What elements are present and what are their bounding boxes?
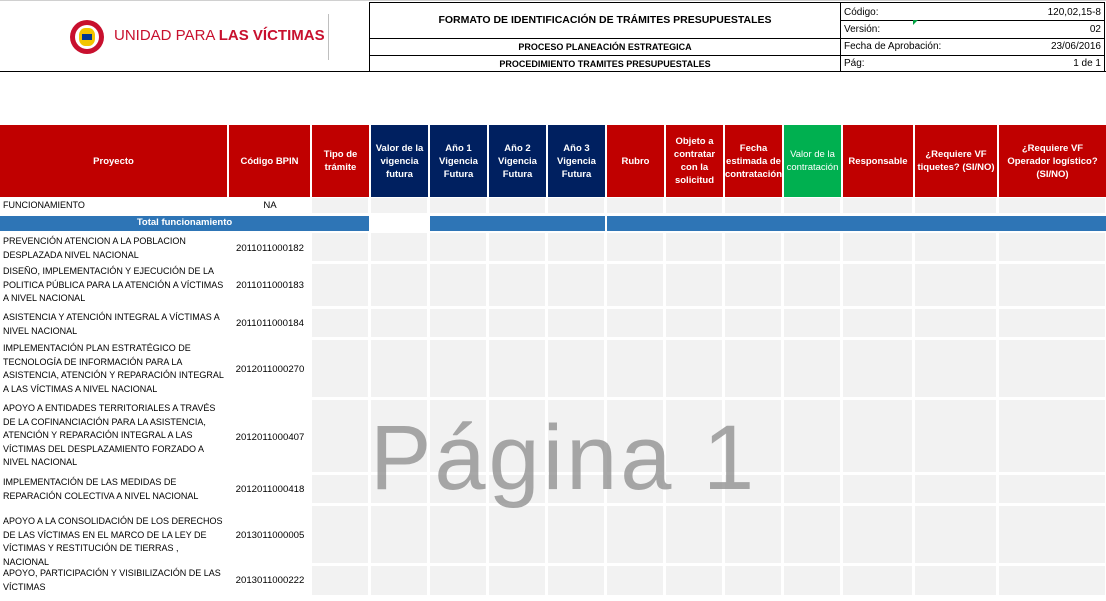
page-watermark: Página 1 — [370, 407, 758, 509]
meta-value-version: 02 — [1089, 24, 1101, 35]
project-name: PREVENCIÓN ATENCION A LA POBLACION DESPLAZADA NIVEL NACIONAL — [3, 236, 186, 260]
table-row-funcionamiento[interactable] — [0, 198, 1106, 214]
meta-value-approval-date: 23/06/2016 — [1050, 41, 1101, 52]
project-name: APOYO A LA CONSOLIDACIÓN DE LOS DERECHOS DE LAS VÍCTIMAS EN EL MARCO DE LA LEY DE VÍCTIMAS Y RESTITUCIÓN DE TIERRAS , NACIONAL — [3, 516, 223, 567]
total-funcionamiento-label: Total funcionamiento — [136, 217, 233, 228]
col-header-valor-vigencia[interactable]: Valor de la vigencia futura — [371, 125, 428, 197]
logo-text-bold: LAS VÍCTIMAS — [218, 27, 325, 44]
project-code: 2012011000418 — [235, 484, 305, 495]
col-header-proyecto[interactable]: Proyecto — [0, 125, 227, 197]
col-header-vf-operador[interactable]: ¿Requiere VF Operador logístico? (SI/NO) — [999, 125, 1106, 197]
col-header-objeto[interactable]: Objeto a contratar con la solicitud — [666, 125, 723, 197]
comment-marker-icon — [913, 20, 918, 25]
project-name: APOYO A ENTIDADES TERRITORIALES A TRAVÉS DE LA COFINANCIACIÓN PARA LA ASISTENCIA, ATENCIÓN Y REPARACIÓN INTEGRAL A LAS VÍCTIMAS DEL DESPLAZAMIENTO FORZADO A NIVEL NACIONAL — [3, 403, 216, 468]
process-name: PROCESO PLANEACIÓN ESTRATEGICA — [518, 42, 692, 52]
project-code: 2011011000183 — [236, 280, 304, 291]
project-name: ASISTENCIA Y ATENCIÓN INTEGRAL A VÍCTIMAS A NIVEL NACIONAL — [3, 312, 220, 336]
meta-label-page: Pág: — [844, 58, 865, 69]
total-band-right — [607, 216, 1106, 231]
col-header-responsable[interactable]: Responsable — [843, 125, 913, 197]
project-code: 2012011000407 — [235, 432, 305, 443]
project-name: IMPLEMENTACIÓN PLAN ESTRATÉGICO DE TECNOLOGÍA DE INFORMACIÓN PARA LA ASISTENCIA, ATENCIÓN Y REPARACIÓN INTEGRAL A LAS VÍCTIMAS A NIVEL NACIONAL — [3, 343, 224, 394]
col-header-ano1[interactable]: Año 1 Vigencia Futura — [430, 125, 487, 197]
col-header-rubro[interactable]: Rubro — [607, 125, 664, 197]
logo-text — [114, 27, 325, 44]
table-header — [0, 125, 1106, 197]
table-row[interactable] — [0, 309, 1106, 338]
project-code: 2013011000222 — [235, 575, 305, 586]
format-title: FORMATO DE IDENTIFICACIÓN DE TRÁMITES PRESUPUESTALES — [438, 14, 772, 26]
col-header-fecha-estimada[interactable]: Fecha estimada de contratación — [725, 125, 782, 197]
col-header-tipo-tramite[interactable]: Tipo de trámite — [312, 125, 369, 197]
meta-value-code: 120,02,15-8 — [1047, 7, 1101, 18]
row-label: FUNCIONAMIENTO — [3, 200, 85, 210]
col-header-valor-contratacion[interactable]: Valor de la contratación — [784, 125, 841, 197]
meta-label-code: Código: — [844, 7, 879, 18]
project-code: 2011011000184 — [236, 318, 304, 329]
table-row[interactable] — [0, 506, 1106, 567]
project-code: 2011011000182 — [236, 243, 304, 254]
table-row[interactable] — [0, 340, 1106, 398]
procedure-name: PROCEDIMIENTO TRAMITES PRESUPUESTALES — [499, 59, 711, 69]
row-code: NA — [263, 200, 277, 211]
table-row[interactable] — [0, 233, 1106, 262]
project-code: 2012011000270 — [235, 364, 305, 375]
coat-of-arms-icon — [70, 20, 104, 54]
project-name: IMPLEMENTACIÓN DE LAS MEDIDAS DE REPARACIÓN COLECTIVA A NIVEL NACIONAL — [3, 477, 199, 501]
logo-text-light: UNIDAD PARA — [114, 27, 219, 44]
table-row[interactable] — [0, 566, 1106, 596]
total-band-middle — [430, 216, 605, 231]
col-header-ano3[interactable]: Año 3 Vigencia Futura — [548, 125, 605, 197]
project-name: APOYO, PARTICIPACIÓN Y VISIBILIZACIÓN DE LAS VÍCTIMAS — [3, 568, 221, 592]
meta-label-approval-date: Fecha de Aprobación: — [844, 41, 942, 52]
logo — [70, 20, 330, 54]
col-header-codigo-bpin[interactable]: Código BPIN — [229, 125, 310, 197]
col-header-vf-tiquetes[interactable]: ¿Requiere VF tiquetes? (SI/NO) — [915, 125, 997, 197]
col-header-ano2[interactable]: Año 2 Vigencia Futura — [489, 125, 546, 197]
meta-label-version: Versión: — [844, 24, 881, 35]
table-body — [0, 198, 1106, 601]
project-name: DISEÑO, IMPLEMENTACIÓN Y EJECUCIÓN DE LA POLITICA PÚBLICA PARA LA ATENCIÓN A VÍCTIMAS A NIVEL NACIONAL — [3, 266, 224, 304]
table-row[interactable] — [0, 264, 1106, 307]
document-header — [0, 0, 1106, 72]
meta-value-page: 1 de 1 — [1073, 58, 1101, 69]
project-code: 2013011000005 — [235, 530, 305, 541]
